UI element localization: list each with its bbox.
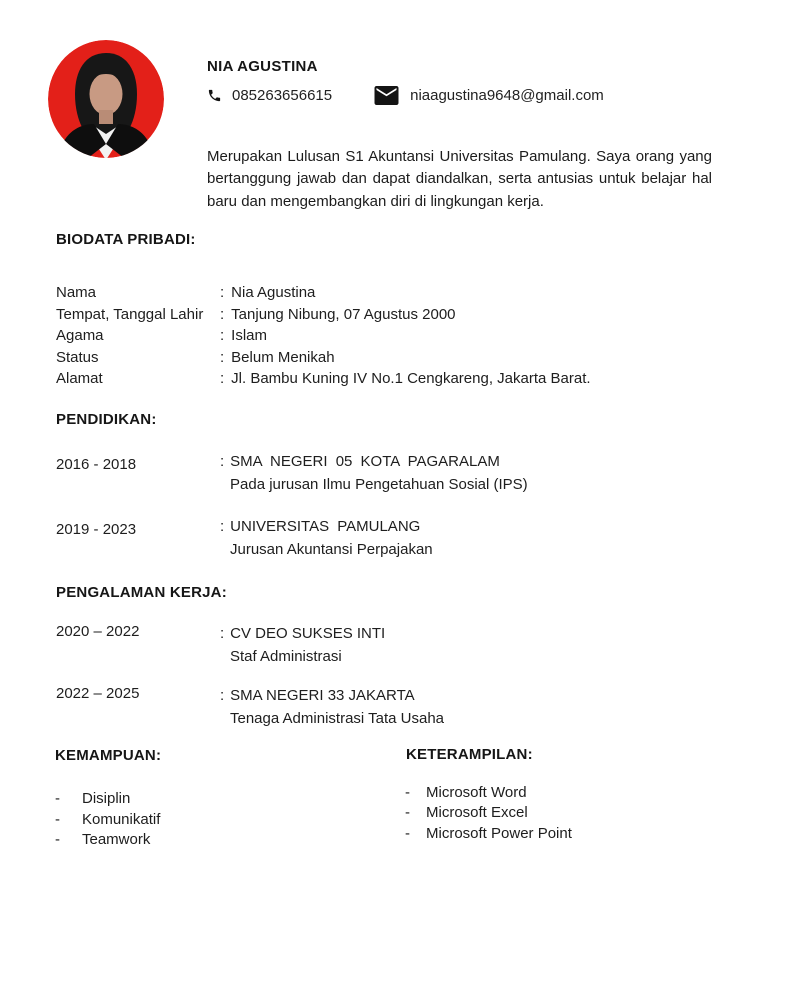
colon-separator: : bbox=[220, 327, 225, 344]
colon-separator: : bbox=[220, 687, 225, 704]
profile-photo bbox=[48, 40, 164, 158]
biodata-row-nama bbox=[56, 282, 736, 304]
education-entry bbox=[56, 451, 746, 496]
ability-label: Disiplin bbox=[82, 790, 131, 807]
contact-row bbox=[207, 86, 604, 105]
entry-title-line bbox=[220, 518, 420, 535]
biodata-value: Islam bbox=[231, 327, 268, 344]
dash-bullet: - bbox=[405, 784, 410, 801]
list-item bbox=[405, 824, 572, 844]
entry-period: 2022 – 2025 bbox=[56, 685, 140, 702]
entry-title: UNIVERSITAS PAMULANG bbox=[230, 518, 421, 535]
dash-bullet: - bbox=[405, 824, 410, 842]
skill-label: Microsoft Excel bbox=[426, 804, 528, 822]
experience-entry bbox=[56, 685, 746, 730]
entry-title-line bbox=[220, 687, 415, 704]
biodata-label: Tempat, Tanggal Lahir bbox=[56, 305, 204, 323]
dash-bullet: - bbox=[55, 831, 60, 849]
list-item bbox=[405, 803, 572, 823]
phone-icon bbox=[207, 88, 222, 103]
dash-bullet: - bbox=[405, 804, 410, 822]
biodata-value: Belum Menikah bbox=[231, 348, 335, 366]
entry-period: 2016 - 2018 bbox=[56, 456, 137, 473]
biodata-label: Status bbox=[56, 348, 99, 366]
entry-body bbox=[220, 451, 746, 496]
person-name: NIA AGUSTINA bbox=[207, 58, 318, 75]
entry-period: 2020 – 2022 bbox=[56, 623, 140, 640]
profile-photo-image bbox=[48, 40, 164, 158]
biodata-label: Alamat bbox=[56, 370, 103, 387]
entry-period: 2019 - 2023 bbox=[56, 521, 137, 538]
colon-separator: : bbox=[220, 305, 225, 323]
biodata-row-status bbox=[56, 347, 736, 369]
biodata-row-alamat bbox=[56, 368, 736, 390]
entry-title: SMA NEGERI 05 KOTA PAGARALAM bbox=[230, 453, 500, 470]
entry-body bbox=[220, 685, 746, 730]
abilities-list bbox=[55, 789, 160, 851]
ability-label: Komunikatif bbox=[82, 810, 161, 828]
ability-label: Teamwork bbox=[82, 831, 151, 849]
section-heading-pendidikan: PENDIDIKAN: bbox=[56, 411, 157, 428]
biodata-row-agama bbox=[56, 325, 736, 347]
phone-number: 085263656615 bbox=[232, 87, 333, 104]
email-address: niaagustina9648@gmail.com bbox=[410, 87, 604, 104]
colon-separator: : bbox=[220, 284, 225, 301]
education-entry bbox=[56, 516, 746, 561]
section-heading-pengalaman: PENGALAMAN KERJA: bbox=[56, 584, 227, 601]
entry-detail: Staf Administrasi bbox=[230, 647, 342, 665]
biodata-label: Agama bbox=[56, 327, 104, 344]
section-heading-kemampuan: KEMAMPUAN: bbox=[55, 747, 162, 764]
entry-title-line bbox=[220, 625, 385, 642]
colon-separator: : bbox=[220, 518, 225, 535]
dash-bullet: - bbox=[55, 790, 60, 807]
skill-label: Microsoft Word bbox=[426, 784, 527, 801]
entry-title: SMA NEGERI 33 JAKARTA bbox=[230, 687, 415, 704]
biodata-value: Jl. Bambu Kuning IV No.1 Cengkareng, Jakarta Barat. bbox=[231, 370, 591, 387]
biodata-row-ttl bbox=[56, 304, 736, 326]
skill-label: Microsoft Power Point bbox=[426, 824, 572, 842]
biodata-label: Nama bbox=[56, 284, 97, 301]
list-item bbox=[55, 810, 160, 831]
list-item bbox=[55, 789, 160, 810]
section-heading-keterampilan: KETERAMPILAN: bbox=[406, 746, 533, 763]
experience-entry bbox=[56, 623, 746, 668]
entry-body bbox=[220, 516, 746, 561]
colon-separator: : bbox=[220, 625, 225, 642]
entry-title: CV DEO SUKSES INTI bbox=[230, 625, 386, 642]
entry-detail: Jurusan Akuntansi Perpajakan bbox=[230, 540, 433, 558]
biodata-table bbox=[56, 282, 736, 390]
biodata-value: Tanjung Nibung, 07 Agustus 2000 bbox=[231, 305, 456, 323]
profile-summary: Merupakan Lulusan S1 Akuntansi Universitas Pamulang. Saya orang yang bertanggung jawab dan dapat diandalkan, serta antusias untuk belajar hal baru dan mengembangkan diri di lingkungan kerja. bbox=[207, 148, 712, 210]
entry-title-line bbox=[220, 453, 500, 470]
colon-separator: : bbox=[220, 348, 225, 366]
entry-detail: Pada jurusan Ilmu Pengetahuan Sosial (IPS) bbox=[230, 475, 528, 493]
colon-separator: : bbox=[220, 453, 225, 470]
list-item bbox=[405, 783, 572, 803]
email-icon bbox=[374, 86, 399, 105]
entry-body bbox=[220, 623, 746, 668]
dash-bullet: - bbox=[55, 810, 60, 828]
list-item bbox=[55, 830, 160, 851]
section-heading-biodata: BIODATA PRIBADI: bbox=[56, 231, 196, 248]
colon-separator: : bbox=[220, 370, 225, 387]
biodata-value: Nia Agustina bbox=[231, 284, 316, 301]
skills-list bbox=[405, 783, 572, 844]
entry-detail: Tenaga Administrasi Tata Usaha bbox=[230, 709, 445, 727]
